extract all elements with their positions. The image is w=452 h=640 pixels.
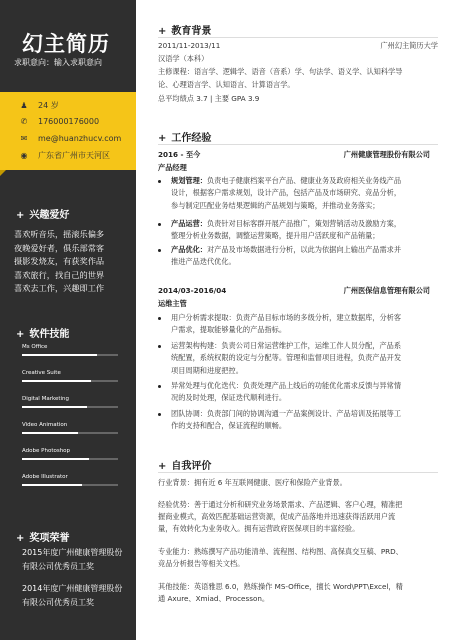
skill-item — [22, 422, 118, 434]
skill-bar-fill — [22, 354, 97, 356]
hobby-text — [14, 228, 124, 296]
job-bullet — [158, 175, 440, 212]
divider — [158, 144, 438, 145]
skill-bar — [22, 458, 118, 460]
self-line: 经验优势：善于通过分析和研究业务场景需求、产品逻辑、客户心理，精准把 — [158, 500, 403, 509]
bullet-text: 用户分析需求提取：负责产品目标市场的多级分析，建立数据库，分析客 — [171, 313, 402, 322]
education-courses: 主修课程：语言学、逻辑学、语音（音系）学、句法学、语义学、认知科学导 — [158, 67, 403, 76]
bullet-text: 推进产品迭代优化。 — [171, 257, 236, 267]
skill-bar-fill — [22, 380, 91, 382]
bullet-text: 项目周期和进度把控。 — [171, 365, 243, 375]
plus-icon: + — [158, 26, 167, 37]
divider — [158, 472, 438, 473]
skill-name: Creative Suite — [22, 370, 61, 376]
bullet-text: 统配置，系统权限的设定与分配等。管理和监督项目进程，负责产品开发 — [171, 353, 402, 363]
job-role: 产品经理 — [158, 163, 187, 172]
award-line: 2014年度广州健康管理股份 — [22, 584, 123, 593]
work-title: 工作经验 — [171, 133, 212, 144]
hobby-line: 喜欢听音乐，摇滚乐偏多 — [14, 229, 105, 239]
bullet-text: 户需求，提取能够量化的产品指标。 — [171, 325, 287, 335]
skills-title: 软件技能 — [29, 329, 70, 340]
skill-item — [22, 344, 118, 356]
self-line: 专业能力：熟练撰写产品功能清单、流程图、结构图、高保真交互稿、PRD、 — [158, 547, 403, 556]
award-line: 2015年度广州健康管理股份 — [22, 548, 123, 557]
education-degree: 汉语学（本科） — [158, 54, 209, 63]
bullet-key: 规划管理： — [171, 176, 207, 185]
bullet-dot — [158, 413, 161, 416]
work-heading — [158, 129, 211, 144]
award-line: 有限公司优秀员工奖 — [22, 562, 94, 571]
skill-bar — [22, 380, 118, 382]
bullet-text: 作的支持和配合，保证流程的顺畅。 — [171, 421, 287, 431]
hobby-heading — [16, 206, 69, 221]
bullet-text: 运营架构构建：负责公司日常运营维护工作，运维工作人员分配，产品系 — [171, 341, 402, 350]
contact-location-text: 广东省广州市天河区 — [38, 150, 110, 160]
skill-bar-fill — [22, 406, 87, 408]
hobby-line: 喜欢去工作，兴趣即工作 — [14, 283, 105, 293]
job-bullet — [158, 244, 440, 269]
job-company: 广州健康管理股份有限公司 — [343, 150, 430, 159]
bullet-text: 况的及时处理，保证迭代顺利进行。 — [171, 393, 287, 403]
self-heading — [158, 457, 211, 472]
plus-icon: + — [16, 329, 25, 340]
skill-bar — [22, 354, 118, 356]
awards-title: 奖项荣誉 — [29, 533, 70, 544]
bullet-text: 设计，根据客户需求规划，设计产品，包括产品及市场研究、竞品分析， — [171, 188, 402, 198]
hobby-line: 夜晚爱好者，俱乐部常客 — [14, 242, 105, 253]
main-content — [136, 0, 452, 640]
skill-name: Ms Office — [22, 344, 48, 350]
self-line: 通 Axure、Xmiad、Processon。 — [158, 594, 270, 603]
self-para — [158, 477, 440, 489]
job-period: 2014/03-2016/04 — [158, 286, 227, 295]
bullet-dot — [158, 223, 161, 226]
self-para — [158, 581, 440, 605]
education-heading — [158, 22, 211, 37]
job-period: 2016 - 至今 — [158, 150, 201, 159]
skill-item — [22, 396, 118, 408]
self-title: 自我评价 — [171, 461, 212, 472]
bullet-key: 产品优化： — [171, 245, 207, 254]
skill-item — [22, 370, 118, 382]
bullet-dot — [158, 249, 161, 252]
divider — [158, 37, 438, 38]
self-line: 竞品分析报告等相关文档。 — [158, 559, 245, 568]
self-line: 其他技能：英语雅思 6.0，熟练操作 MS-Office，擅长 Word\PPT\Excel，精 — [158, 582, 403, 591]
contact-location — [18, 148, 110, 162]
skill-bar — [22, 406, 118, 408]
contact-phone-text: 176000176000 — [38, 116, 100, 126]
plus-icon: + — [16, 533, 25, 544]
skill-bar-fill — [22, 484, 82, 486]
contact-age — [18, 98, 59, 112]
self-para — [158, 546, 440, 570]
contact-fold-corner — [0, 170, 6, 176]
hobby-title: 兴趣爱好 — [29, 210, 70, 221]
job-bullet — [158, 340, 440, 377]
bullet-text: 团队协调：负责部门间的协调沟通一产品案例设计、产品培训及拓展等工 — [171, 409, 402, 418]
education-period: 2011/11-2013/11 — [158, 41, 221, 50]
bullet-text: 整理分析业务数据，调整运营策略，提升用户活跃度和产品销量； — [171, 231, 380, 241]
skills-heading — [16, 325, 69, 340]
skill-bar-fill — [22, 458, 89, 460]
education-title: 教育背景 — [171, 26, 212, 37]
award-item — [22, 582, 132, 610]
bullet-text: 异常处理与优化迭代：负责处理产品上线后的功能优化需求反馈与异常情 — [171, 381, 402, 390]
email-icon: ✉ — [20, 133, 28, 143]
bullet-dot — [158, 317, 161, 320]
resume-name: 幻主简历 — [22, 32, 110, 56]
skill-item — [22, 448, 118, 460]
contact-email-text[interactable]: me@huanzhucv.com — [38, 133, 122, 143]
education-courses: 论、心理语言学、认知语言、计算语言学。 — [158, 80, 295, 89]
phone-icon: ✆ — [20, 116, 28, 126]
sidebar — [0, 0, 136, 640]
contact-age-text: 24 岁 — [38, 100, 59, 110]
plus-icon: + — [16, 210, 25, 221]
bullet-text: 负责针对目标客群开展产品推广，策划营销活动及激励方案， — [206, 219, 402, 228]
skill-name: Digital Marketing — [22, 396, 69, 402]
self-line: 握商业模式，高效匹配基础运营资源，促成产品落地并迅速获得活跃用户流 — [158, 512, 396, 521]
skill-item — [22, 474, 118, 486]
hobby-line: 摄影发烧友，有获奖作品 — [14, 256, 105, 266]
job-bullet — [158, 312, 440, 337]
person-icon: ♟ — [20, 100, 28, 110]
plus-icon: + — [158, 461, 167, 472]
self-line: 量，有效转化为业务收入。拥有运营政府医保项目的丰富经验。 — [158, 524, 360, 533]
award-line: 有限公司优秀员工奖 — [22, 598, 94, 607]
job-bullet — [158, 408, 440, 433]
job-bullet — [158, 380, 440, 405]
self-para — [158, 499, 440, 535]
job-intent: 求职意向：输入求职意向 — [14, 58, 102, 67]
bullet-text: 对产品及市场数据进行分析，以此为依据向上输出产品需求并 — [206, 245, 402, 254]
skill-bar — [22, 484, 118, 486]
self-line: 行业背景：拥有近 6 年互联网健康、医疗和保险产业背景。 — [158, 478, 347, 487]
bullet-key: 产品运营： — [171, 219, 207, 228]
skill-bar — [22, 432, 118, 434]
location-icon: ◉ — [20, 150, 28, 160]
plus-icon: + — [158, 133, 167, 144]
job-bullet — [158, 218, 440, 243]
bullet-dot — [158, 385, 161, 388]
awards-heading — [16, 529, 69, 544]
bullet-dot — [158, 345, 161, 348]
bullet-dot — [158, 180, 161, 183]
hobby-line: 喜欢旅行，找自己的世界 — [14, 269, 105, 280]
bullet-text: 参与制定匹配业务结果逻辑的产品规划与策略，并推动业务落实； — [171, 200, 380, 210]
bullet-text: 负责电子健康档案平台产品、健康业务及政府相关业务线产品 — [206, 176, 402, 185]
contact-phone — [18, 114, 99, 128]
education-school: 广州幻主简历大学 — [380, 41, 438, 50]
skill-bar-fill — [22, 432, 78, 434]
contact-email — [18, 131, 121, 145]
contact-panel — [0, 92, 136, 170]
skill-name: Adobe Photoshop — [22, 448, 71, 454]
skill-name: Video Animation — [22, 422, 68, 428]
job-company: 广州医保信息管理有限公司 — [343, 286, 430, 295]
skill-name: Adobe Illustrator — [22, 474, 68, 480]
award-item — [22, 546, 132, 574]
education-gpa: 总平均绩点 3.7 | 主要 GPA 3.9 — [158, 94, 260, 103]
job-role: 运维主管 — [158, 299, 187, 308]
